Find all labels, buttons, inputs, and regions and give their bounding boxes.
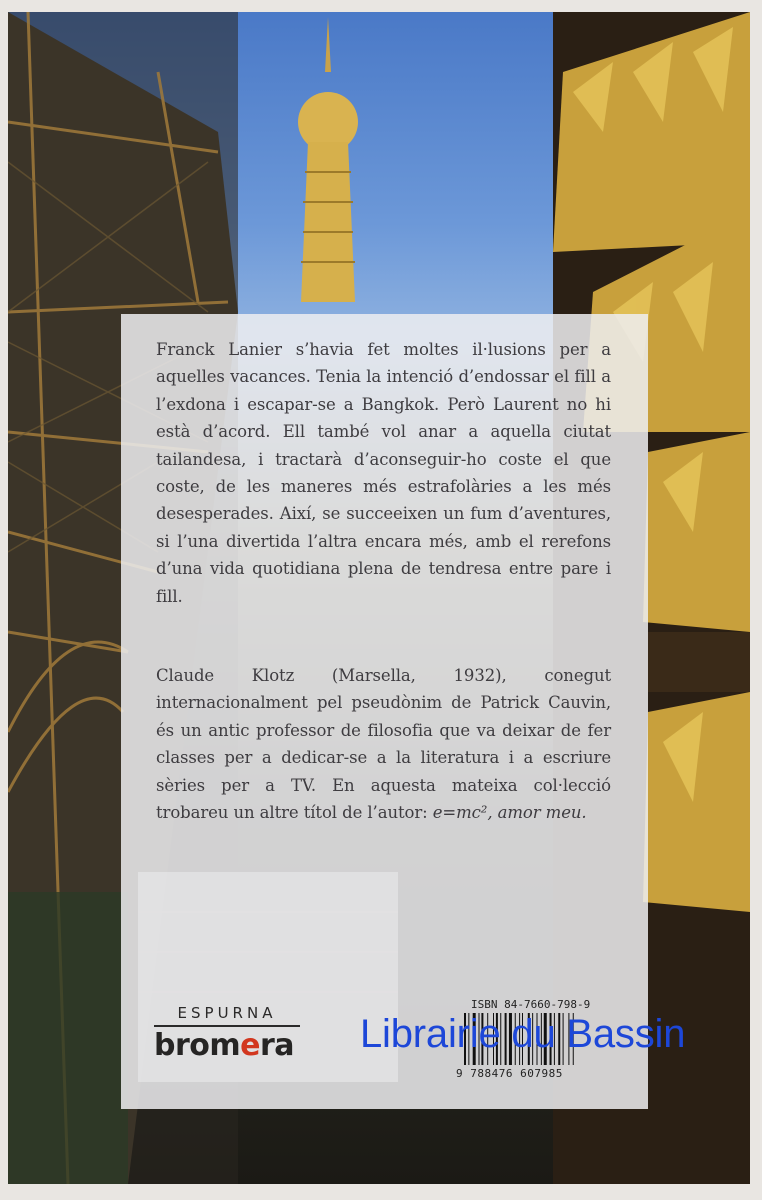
bookseller-watermark: Librairie du Bassin (360, 1012, 686, 1056)
synopsis-paragraph: Franck Lanier s’havia fet moltes il·lusions per a aquelles vacances. Tenia la intenció d’endossar el fill a l’exdona i escapar-se a Bangkok. Però Laurent no hi està d’acord. Ell també vol anar a aquella ciutat tailandesa, i tractarà d’aconseguir-ho coste el que coste, de les maneres més estrafolàries a les més desesperades. Així, se succeeixen un fum d’aventures, si l’una divertida l’altra encara més, amb el rerefons d’una vida quotidiana plena de tendresa entre pare i fill. (156, 340, 611, 606)
series-name: ESPURNA (177, 1004, 277, 1022)
author-bio-paragraph (156, 662, 611, 826)
author-bio-text: Claude Klotz (Marsella, 1932), conegut internacionalment pel pseudònim de Patrick Cauvin, és un antic professor de filosofia que va deixar de fer classes per a dedicar-se a la literatura i a escriure sèries per a TV. En aquesta mateixa col·lecció trobareu un altre títol de l’autor: (156, 666, 611, 823)
publisher-name-end: ra (260, 1028, 295, 1063)
book-back-cover (8, 12, 750, 1184)
publisher-name (154, 1028, 294, 1063)
publisher-name-start: brom (154, 1028, 241, 1063)
logo-divider (154, 1025, 300, 1027)
text-panel (121, 314, 648, 1109)
publisher-logo (154, 1002, 304, 1082)
barcode-number: 9 788476 607985 (456, 1067, 563, 1080)
other-title: e=mc², amor meu. (432, 803, 587, 823)
stupa-spire-photo (273, 12, 383, 332)
publisher-name-accent: e (240, 1028, 260, 1063)
isbn-label: ISBN 84-7660-798-9 (471, 998, 591, 1011)
